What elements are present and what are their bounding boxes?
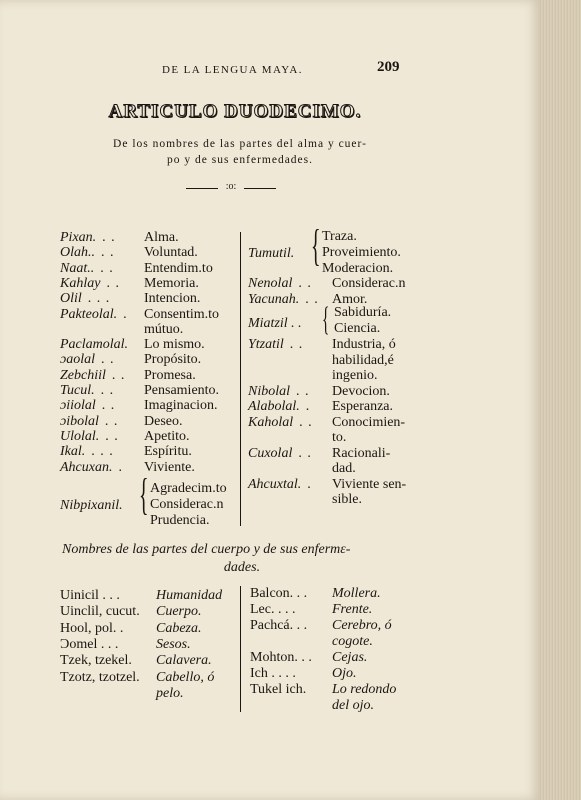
entry-term-text: Ulolal.: [60, 428, 100, 444]
entry-definition: Cerebro, ó: [332, 618, 392, 633]
entry-term-text: Kahlay: [60, 275, 101, 291]
entry-term-text: Tzek, tzekel.: [60, 653, 132, 669]
entry-definition: Deseo.: [144, 413, 183, 429]
entry-definition: Cabeza.: [156, 620, 202, 636]
brace-left-group: {: [139, 470, 149, 519]
entry-term: [248, 292, 319, 308]
entry-definition: cogote.: [332, 634, 373, 649]
entry-term-text: Paclamolal.: [60, 337, 129, 353]
column-rule-bottom: [240, 586, 241, 712]
entry-term-text: Cuxolal: [248, 445, 293, 461]
entry-term-text: Pachcá. . .: [250, 618, 308, 633]
article-title: ARTICULO DUODECIMO.: [108, 101, 362, 122]
entry-leader-dots: .: [307, 476, 312, 492]
entry-term: [60, 230, 116, 246]
article-subtitle: [55, 136, 425, 168]
entry-term-text: Balcon. . .: [250, 586, 308, 601]
entry-definition: Cejas.: [332, 650, 368, 665]
brace-group-term-left: Nibpixanil.: [60, 498, 123, 513]
entry-term-text: Uinclil, cucut.: [60, 604, 140, 620]
entry-term-text: Ɔomel . . .: [60, 636, 119, 652]
entry-term: [248, 477, 312, 493]
entry-leader-dots: . .: [100, 260, 114, 276]
entry-term-text: ɔiiolal: [60, 398, 96, 414]
entry-definition: Considerac.n: [332, 276, 406, 291]
entry-definition: Imaginacion.: [144, 398, 218, 414]
entry-term: [60, 261, 114, 277]
entry-term: [250, 602, 295, 618]
entry-term: [248, 337, 303, 353]
entry-leader-dots: . .: [100, 383, 115, 398]
entry-definition: Viviente.: [144, 459, 195, 475]
entry-leader-dots: . .: [105, 428, 119, 444]
entry-leader-dots: . .: [104, 413, 119, 429]
entry-definition: Lo redondo: [332, 682, 397, 697]
entry-term: [60, 653, 132, 669]
entry-term-text: Ytzatil: [248, 337, 284, 352]
entry-term-text: ɔaolal: [60, 352, 95, 368]
brace-right-group-1: {: [311, 221, 321, 270]
entry-term: [60, 444, 114, 460]
running-head: DE LA LENGUA MAYA.: [162, 64, 303, 76]
column-rule-top: [240, 232, 241, 526]
entry-term: [248, 415, 313, 431]
entry-leader-dots: . .: [296, 383, 310, 399]
entry-definition: Cuerpo.: [156, 604, 202, 620]
entry-term-text: Tucul.: [60, 383, 95, 398]
entry-term: [250, 618, 307, 634]
subtitle-line-1: De los nombres de las partes del alma y cuer-: [113, 138, 367, 150]
entry-term-text: ɔibolal: [60, 413, 99, 429]
entry-term: [250, 650, 312, 666]
entry-term: [248, 446, 312, 462]
entry-term: [248, 384, 310, 400]
entry-term: [60, 383, 114, 399]
entry-leader-dots: . .: [289, 337, 304, 352]
entry-leader-dots: . .: [101, 352, 115, 368]
entry-term-text: Pixan.: [60, 230, 97, 245]
entry-definition: Ojo.: [332, 666, 357, 681]
entry-leader-dots: .: [118, 459, 123, 475]
entry-definition: pelo.: [156, 685, 184, 701]
section-heading: [62, 541, 422, 577]
entry-leader-dots: . .: [111, 367, 126, 383]
section-heading-line-1: Nombres de las partes del cuerpo y de sus enfermε-: [62, 542, 351, 557]
entry-leader-dots: . .: [298, 276, 312, 291]
entry-term: [248, 399, 310, 415]
entry-definition: Propósito.: [144, 352, 202, 368]
brace-group-item: Considerac.n: [150, 497, 224, 512]
entry-term-text: Ikal.: [60, 444, 86, 460]
entry-leader-dots: . .: [102, 230, 116, 245]
entry-term-text: Lec. . . .: [250, 602, 296, 617]
entry-definition: Espíritu.: [144, 444, 192, 460]
ornament-divider: [186, 181, 276, 195]
entry-term-text: Naat..: [60, 260, 95, 276]
entry-term-text: Tzotz, tzotzel.: [60, 669, 140, 685]
entry-definition: Racionali-: [332, 445, 391, 461]
entry-definition: Consentim.to: [144, 306, 220, 322]
entry-definition: Sesos.: [156, 636, 191, 652]
entry-definition: Viviente sen-: [332, 476, 407, 492]
entry-term-text: Olil: [60, 291, 82, 307]
brace-group-term-right-2: Miatzil . .: [248, 316, 302, 331]
entry-term-text: Uinicil . . .: [60, 588, 120, 603]
entry-definition: Humanidad: [156, 588, 223, 603]
entry-leader-dots: .: [305, 399, 311, 414]
brace-group-item: Proveimiento.: [322, 245, 401, 260]
entry-leader-dots: . . .: [87, 291, 111, 307]
entry-definition: Apetito.: [144, 428, 190, 444]
entry-leader-dots: . .: [299, 414, 313, 430]
entry-definition: Promesa.: [144, 367, 196, 383]
entry-definition: sible.: [332, 492, 362, 507]
page-number: 209: [377, 59, 400, 75]
page-edges: [540, 0, 581, 800]
entry-term: [60, 604, 140, 620]
entry-leader-dots: . .: [305, 291, 319, 307]
entry-term: [60, 414, 118, 430]
brace-group-item: Prudencia.: [150, 513, 210, 528]
entry-term-text: Tukel ich.: [250, 682, 307, 697]
entry-definition: Pensamiento.: [144, 383, 220, 398]
entry-term-text: Nenolal: [248, 276, 293, 291]
entry-term: [60, 291, 110, 307]
entry-term-text: Pakteolal.: [60, 306, 118, 322]
entry-leader-dots: . .: [106, 275, 120, 291]
brace-group-item: Moderacion.: [322, 261, 394, 276]
brace-right-group-2: {: [322, 301, 330, 338]
entry-definition: mútuo.: [144, 321, 184, 337]
entry-term-text: Zebchiil: [60, 367, 106, 383]
entry-term: [60, 621, 123, 637]
entry-leader-dots: . .: [298, 445, 312, 461]
entry-term: [60, 670, 140, 686]
entry-term: [250, 586, 307, 602]
entry-term: [250, 666, 296, 682]
brace-group-item: Agradecim.to: [150, 481, 227, 496]
entry-term: [60, 398, 115, 414]
section-heading-line-2: dades.: [223, 560, 261, 575]
entry-leader-dots: .: [123, 306, 128, 322]
entry-definition: to.: [332, 430, 347, 445]
brace-group-term-right-1: Tumutil.: [248, 246, 295, 261]
entry-definition: Voluntad.: [144, 245, 198, 261]
entry-term: [60, 307, 128, 323]
entry-term: [60, 276, 120, 292]
entry-term-text: Ich . . . .: [250, 666, 296, 681]
entry-definition: habilidad,é: [332, 352, 394, 368]
entry-leader-dots: . .: [101, 245, 115, 261]
entry-definition: Memoria.: [144, 275, 199, 291]
entry-leader-dots: . .: [101, 398, 116, 414]
entry-definition: ingenio.: [332, 368, 378, 383]
brace-group-item: Traza.: [322, 229, 357, 244]
entry-term: [60, 588, 120, 604]
subtitle-line-2: po y de sus enfermedades.: [166, 154, 314, 166]
entry-term: [60, 460, 123, 476]
entry-definition: Esperanza.: [332, 399, 394, 414]
entry-term-text: Kaholal: [248, 414, 294, 430]
entry-term-text: Ahcuxtal.: [248, 476, 302, 492]
entry-definition: Devocion.: [332, 383, 390, 399]
entry-definition: Conocimien-: [332, 414, 406, 430]
entry-definition: Cabello, ó: [156, 669, 215, 685]
entry-term-text: Ahcuxan.: [60, 459, 113, 475]
entry-term-text: Nibolal: [248, 383, 291, 399]
entry-definition: Alma.: [144, 230, 179, 245]
entry-definition: del ojo.: [332, 698, 374, 713]
entry-term-text: Hool, pol. .: [60, 620, 124, 636]
brace-group-item: Sabiduría.: [334, 305, 392, 320]
entry-term: [248, 276, 312, 292]
entry-leader-dots: . . .: [91, 444, 114, 460]
entry-definition: Entendim.to: [144, 260, 213, 276]
entry-definition: Intencion.: [144, 291, 201, 307]
entry-term-text: Alabolal.: [248, 399, 300, 414]
ornament-mark: :o:: [225, 181, 237, 192]
entry-definition: Calavera.: [156, 653, 212, 669]
entry-term: [60, 429, 119, 445]
entry-term-text: Olah..: [60, 245, 95, 261]
entry-term: [60, 637, 118, 653]
entry-definition: Industria, ó: [332, 337, 396, 352]
entry-definition: Frente.: [332, 602, 373, 617]
entry-term: [60, 337, 128, 353]
entry-term: [250, 682, 306, 698]
brace-group-item: Ciencia.: [334, 321, 381, 336]
entry-definition: Mollera.: [332, 586, 381, 601]
entry-definition: Amor.: [332, 291, 368, 307]
entry-term: [60, 368, 125, 384]
entry-term-text: Mohton. . .: [250, 650, 312, 665]
entry-term: [60, 245, 115, 261]
entry-term-text: Yacunah.: [248, 291, 300, 307]
entry-term: [60, 352, 115, 368]
entry-definition: dad.: [332, 461, 356, 476]
entry-definition: Lo mismo.: [144, 337, 205, 353]
